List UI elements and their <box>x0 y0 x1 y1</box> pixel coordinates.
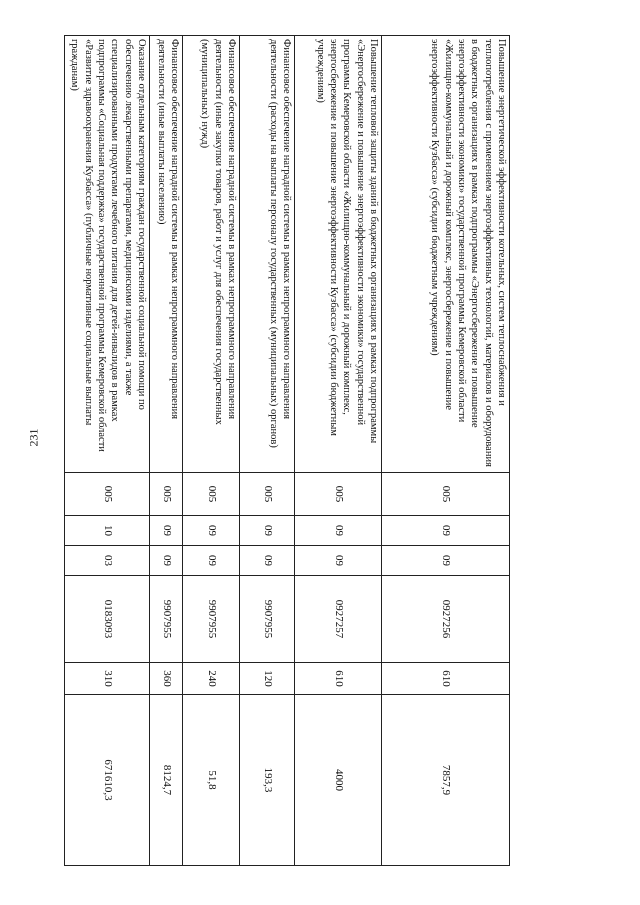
expense-type-code: 310 <box>65 663 150 695</box>
section-code: 09 <box>295 516 382 546</box>
row-description: Финансовое обеспечение наградной системы в рамках непрограммного направления деятельности (расходы на выплаты персоналу государственных (муниципальных) органов) <box>240 36 295 473</box>
target-article-code: 9907955 <box>240 576 295 663</box>
section-code: 09 <box>183 516 240 546</box>
amount: 51,8 <box>183 695 240 866</box>
section-code: 10 <box>65 516 150 546</box>
ministry-code: 005 <box>382 473 510 516</box>
amount: 671610,3 <box>65 695 150 866</box>
section-code: 09 <box>150 516 183 546</box>
row-description: Финансовое обеспечение наградной системы в рамках непрограммного направления деятельности (иные закупки товаров, работ и услуг для обеспечения государственных (муниципальных) нужд) <box>183 36 240 473</box>
subsection-code: 09 <box>183 546 240 576</box>
target-article-code: 9907955 <box>150 576 183 663</box>
section-code: 09 <box>240 516 295 546</box>
subsection-code: 09 <box>240 546 295 576</box>
row-description: Финансовое обеспечение наградной системы в рамках непрограммного направления деятельности (иные выплаты населению) <box>150 36 183 473</box>
expense-type-code: 610 <box>295 663 382 695</box>
table-row <box>183 36 240 866</box>
subsection-code: 03 <box>65 546 150 576</box>
ministry-code: 005 <box>183 473 240 516</box>
page-number: 231 <box>26 428 41 447</box>
rotated-table-container <box>65 35 510 865</box>
subsection-code: 09 <box>382 546 510 576</box>
budget-table <box>64 35 510 866</box>
ministry-code: 005 <box>65 473 150 516</box>
expense-type-code: 120 <box>240 663 295 695</box>
target-article-code: 9907955 <box>183 576 240 663</box>
row-description: Повышение тепловой защиты зданий в бюджетных организациях в рамках подпрограммы «Энергосбережение и повышение энергоэффективности экономики» государственной программы Кемеровской области «Жилищно-коммунальный и дорожный комплекс, энергосбережение и повышение энергоэффективности Кузбасса» (субсидии бюджетным учреждениям) <box>295 36 382 473</box>
target-article-code: 0927256 <box>382 576 510 663</box>
amount: 7857,9 <box>382 695 510 866</box>
expense-type-code: 610 <box>382 663 510 695</box>
subsection-code: 09 <box>150 546 183 576</box>
row-description: Оказание отдельным категориям граждан государственной социальной помощи по обеспечению лекарственными препаратами, медицинскими изделиями, а также специализированными продуктами лечебного питания для детей-инвалидов в рамках подпрограммы «Социальная поддержка» государственной программы Кемеровской области «Развитие здравоохранения Кузбасса» (публичные нормативные социальные выплаты гражданам) <box>65 36 150 473</box>
amount: 193,3 <box>240 695 295 866</box>
table-row <box>150 36 183 866</box>
section-code: 09 <box>382 516 510 546</box>
amount: 8124,7 <box>150 695 183 866</box>
target-article-code: 0927257 <box>295 576 382 663</box>
ministry-code: 005 <box>295 473 382 516</box>
ministry-code: 005 <box>150 473 183 516</box>
table-row <box>382 36 510 866</box>
table-row <box>240 36 295 866</box>
row-description: Повышение энергетической эффективности котельных, систем теплоснабжения и теплопотребления с применением энергоэффективных технологий, материалов и оборудования в бюджетных организациях в рамках подпрограммы «Энергосбережение и повышение энергоэффективности экономики» государственной программы Кемеровской области «Жилищно-коммунальный и дорожный комплекс, энергосбережение и повышение энергоэффективности Кузбасса» (субсидии бюджетным учреждениям) <box>382 36 510 473</box>
ministry-code: 005 <box>240 473 295 516</box>
expense-type-code: 360 <box>150 663 183 695</box>
expense-type-code: 240 <box>183 663 240 695</box>
subsection-code: 09 <box>295 546 382 576</box>
target-article-code: 0183093 <box>65 576 150 663</box>
table-row <box>65 36 150 866</box>
amount: 4000 <box>295 695 382 866</box>
table-row <box>295 36 382 866</box>
